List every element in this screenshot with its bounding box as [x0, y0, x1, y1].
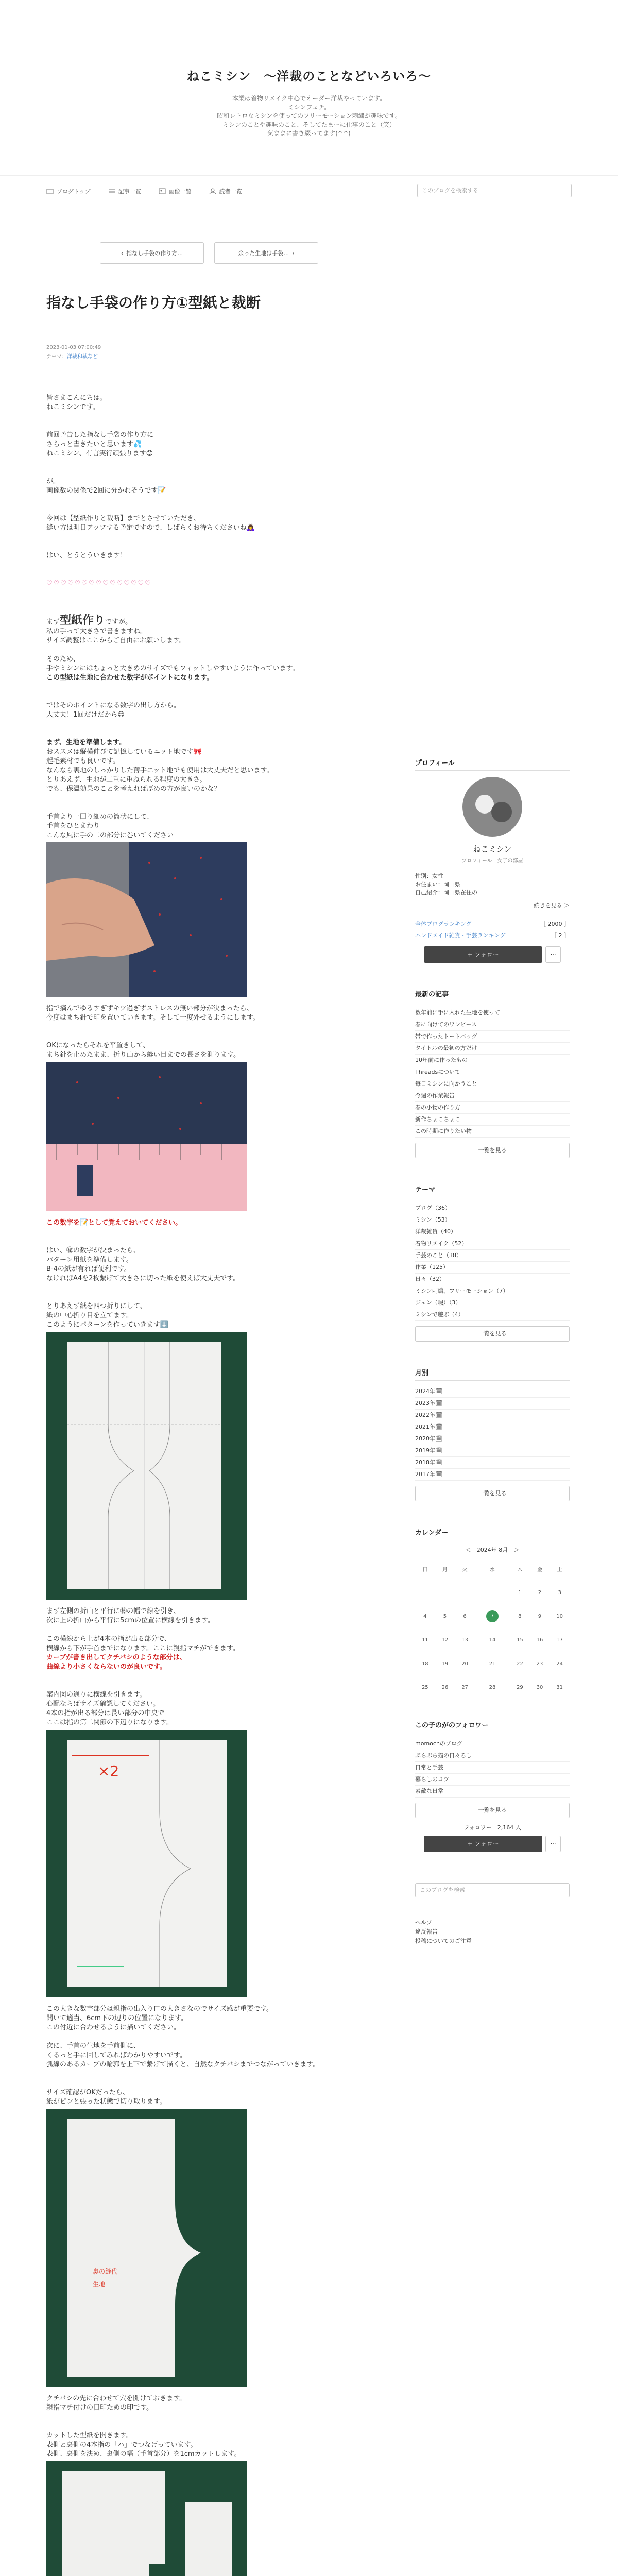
handmade-ranking-link[interactable]: ハンドメイド雑貨・手芸ランキング — [415, 932, 506, 939]
body-text: 心配ならばサイズ確認してください。 — [46, 1700, 160, 1708]
body-text: ねこミシン、有言実行頑張ります😊 — [46, 450, 153, 457]
followers-heading: この子のがのフォロワー — [415, 1720, 570, 1733]
recent-entries — [415, 989, 570, 1158]
body-text: 手やミシンにはちょっと大きめのサイズでもフィットしやすいように作っています。 — [46, 665, 299, 672]
calendar-day[interactable]: 2 — [538, 1589, 542, 1596]
calendar-day[interactable]: 11 — [421, 1637, 428, 1643]
entry-date: 2023-01-03 07:00:49 — [46, 345, 101, 350]
body-text: 紙の中心折り目を立てます。 — [46, 1312, 133, 1319]
body-text: クチバシの先に合わせて穴を開けておきます。 — [46, 2395, 186, 2402]
theme-item[interactable]: 着物リメイク（52） — [415, 1238, 570, 1250]
calendar-day[interactable]: 20 — [461, 1660, 468, 1667]
site-header — [0, 0, 618, 176]
recent-item[interactable]: 数年前に手に入れた生地を使って — [415, 1007, 570, 1019]
body-text: なんなら裏地のしっかりした薄手ニット地でも使用は大丈夫だと思います。 — [46, 767, 273, 774]
follower-item[interactable]: momochのブログ — [415, 1738, 570, 1750]
body-text: 今度はまち針で印を置いていきます。そして一度外せるようにします。 — [46, 1014, 260, 1022]
calendar-day[interactable]: 4 — [423, 1613, 427, 1619]
nav-images[interactable] — [159, 187, 192, 195]
weekday: 月 — [442, 1567, 448, 1573]
calendar-day[interactable]: 21 — [489, 1660, 496, 1667]
report-link[interactable]: 違反報告 — [415, 1928, 438, 1935]
cut-pattern-photo — [46, 2109, 247, 2387]
body-text: とりあえず、生地が二重に重ねられる程度の大きさ。 — [46, 776, 207, 784]
weekday: 水 — [489, 1567, 495, 1573]
archive-item[interactable]: 2017年🗓 — [415, 1469, 570, 1481]
follow-row — [415, 946, 570, 963]
calendar-day[interactable]: 14 — [489, 1637, 496, 1643]
archive-item[interactable]: 2021年🗓 — [415, 1421, 570, 1433]
follow-button[interactable]: + フォロー — [424, 1836, 542, 1852]
theme-items — [415, 1202, 570, 1321]
calendar-day[interactable]: 1 — [518, 1589, 522, 1596]
calendar-month[interactable]: ＜ 2024年 8月 ＞ — [465, 1547, 520, 1553]
profile-heading: プロフィール — [415, 757, 570, 771]
pattern-measure-photo — [46, 1730, 247, 1997]
home-icon — [46, 188, 54, 194]
profile-box — [415, 776, 570, 864]
body-text: サイズ確認がOKだったら、 — [46, 2089, 129, 2096]
recent-more-button[interactable]: 一覧を見る — [415, 1143, 570, 1158]
chevron-left-icon: ‹ — [121, 249, 124, 257]
body-text: まず — [46, 618, 60, 626]
heart-divider: ♡♡♡♡♡♡♡♡♡♡♡♡♡♡♡ — [46, 580, 152, 587]
calendar-day[interactable]: 8 — [518, 1613, 522, 1619]
calendar-day[interactable]: 30 — [536, 1684, 543, 1690]
follower-item[interactable]: 日常と手芸 — [415, 1762, 570, 1774]
body-text: このようにパターンを作っていきます⬇️ — [46, 1321, 168, 1329]
report-links — [415, 1918, 570, 1946]
site-desc-line: 昭和レトロなミシンを使ってのフリーモーション刺繍が趣味です。 — [217, 112, 401, 120]
body-text: ねこミシンです。 — [46, 403, 99, 411]
body-text: まず、生地を準備します。 — [46, 739, 126, 747]
body-text: 大丈夫！1回だけだから😊 — [46, 711, 125, 719]
theme-item[interactable]: ミシン（53） — [415, 1214, 570, 1226]
body-text: 私の手って大きさで書きますね。 — [46, 628, 147, 635]
theme-item[interactable]: 日々（32） — [415, 1274, 570, 1285]
archive-list — [415, 1367, 570, 1501]
ranking-value: ［ 2000 ］ — [540, 921, 570, 927]
calendar-day[interactable]: 28 — [489, 1684, 496, 1690]
calendar-day[interactable]: 27 — [461, 1684, 468, 1690]
body-text: まず左側の折山と平行に㊙の幅で線を引き、 — [46, 1607, 180, 1615]
profile-line: 性別：女性 — [415, 873, 443, 879]
body-text: 案内図の通りに横線を引きます。 — [46, 1691, 146, 1699]
theme-list — [415, 1184, 570, 1342]
body-text: 紙がピンと張った状態で切り取ります。 — [46, 2098, 166, 2106]
body-text: はい、㊙の数字が決まったら、 — [46, 1247, 141, 1255]
opened-pattern-photo — [46, 2461, 247, 2576]
photo-mark: ×2 — [98, 1762, 119, 1780]
body-text: そのため、 — [46, 655, 80, 663]
body-text: 次に、手首の生地を手前側に、 — [46, 2042, 141, 2050]
hand-fabric-photo — [46, 842, 247, 997]
body-text: こんな風に手の二の部分に巻いてください — [46, 832, 174, 839]
next-entry-label: 余った生地は手袋… — [238, 250, 289, 257]
weekday: 火 — [462, 1567, 468, 1573]
profile-name[interactable]: ねこミシン — [473, 844, 512, 854]
theme-link[interactable]: 洋裁和裁など — [67, 354, 98, 360]
calendar-day[interactable] — [475, 1604, 510, 1628]
site-desc-line: ミシンのことや趣味のこと、そしてたまーに仕事のこと（笑） — [222, 121, 396, 128]
body-text: ではそのポイントになる数字の出し方から。 — [46, 702, 181, 709]
calendar-day[interactable]: 29 — [516, 1684, 523, 1690]
theme-item[interactable]: ミシン刺繍、フリーモーション（7） — [415, 1285, 570, 1297]
calendar-day[interactable]: 19 — [441, 1660, 449, 1667]
calendar-day[interactable]: 18 — [421, 1660, 428, 1667]
body-text: おススメは縦横伸びて記憶しているニット地です🎀 — [46, 748, 202, 756]
nav-blog-top[interactable] — [46, 187, 91, 195]
body-text: くるっと手に回してみればわかりやすいです。 — [46, 2052, 186, 2059]
calendar-day[interactable]: 3 — [558, 1589, 561, 1596]
site-desc-line: ミシンフェチ。 — [287, 104, 331, 111]
entry-pager — [100, 242, 371, 264]
recent-item[interactable]: 春の小物の作り方 — [415, 1102, 570, 1114]
fabric-ruler-photo — [46, 1062, 247, 1211]
ranking-value: ［ 2 ］ — [551, 932, 570, 939]
recent-item[interactable]: Threadsについて — [415, 1066, 570, 1078]
weekday: 日 — [422, 1567, 428, 1573]
recent-item[interactable]: 10年前に作ったもの — [415, 1055, 570, 1066]
blog-search-input[interactable]: このブログを検索する — [417, 184, 572, 197]
followers-list — [415, 1738, 570, 1798]
calendar-heading: カレンダー — [415, 1527, 570, 1540]
sidebar — [415, 757, 570, 1946]
calendar-day[interactable]: 13 — [461, 1637, 468, 1643]
body-text: この数字を📝として覚えておいてください。 — [46, 1219, 182, 1227]
body-text: 次に上の折山から平行に5cmの位置に横線を引きます。 — [46, 1617, 215, 1624]
body-text: でも、保温効果のことを考えれば厚めの方が良いのかな？ — [46, 785, 221, 793]
recent-item[interactable]: 新作ちょこちょこ — [415, 1114, 570, 1126]
theme-item[interactable]: ジェン（暇）（3） — [415, 1297, 570, 1309]
next-entry-button[interactable] — [214, 242, 318, 264]
body-text: なければA4を2枚繋げて大きさに切った紙を使えば大丈夫です。 — [46, 1275, 240, 1282]
ranking-link[interactable]: 全体ブログランキング — [415, 921, 472, 927]
theme-item[interactable]: 洋裁雑貨（40） — [415, 1226, 570, 1238]
body-text: パターン用紙を準備します。 — [46, 1256, 133, 1264]
body-text — [46, 616, 371, 627]
nav-readers[interactable] — [209, 187, 242, 195]
body-text: カーブが書き出してクチバシのような部分は、 — [46, 1654, 186, 1662]
body-text: はい、とうとういきます！ — [46, 552, 127, 560]
body-text: 今回は【型紙作りと裁断】までとさせていただき、 — [46, 515, 200, 522]
body-text: 前回予告した指なし手袋の作り方に — [46, 431, 154, 439]
nav-label: 画像一覧 — [168, 188, 192, 195]
calendar-day[interactable]: 6 — [463, 1613, 467, 1619]
calendar-day[interactable]: 23 — [536, 1660, 543, 1667]
photo-mark: 生地 — [93, 2281, 106, 2288]
body-text: OKになったらそれを平置きして、 — [46, 1042, 150, 1049]
weekday: 金 — [537, 1567, 542, 1573]
archive-more-button[interactable]: 一覧を見る — [415, 1486, 570, 1501]
archive-item[interactable]: 2022年🗓 — [415, 1410, 570, 1421]
weekday: 木 — [517, 1567, 523, 1573]
site-desc-line: 本業は着物リメイク中心でオーダー洋裁やっています。 — [232, 95, 386, 102]
main-content — [46, 242, 371, 2576]
nav-label: 読者一覧 — [219, 188, 242, 195]
recent-heading: 最新の記事 — [415, 989, 570, 1002]
notice-link[interactable]: 投稿についてのご注意 — [415, 1938, 472, 1944]
followers-more-button[interactable]: 一覧を見る — [415, 1803, 570, 1818]
follow-button[interactable]: + フォロー — [424, 946, 542, 963]
theme-item[interactable]: 手芸のこと（38） — [415, 1250, 570, 1262]
list-icon — [108, 188, 115, 194]
archive-item[interactable]: 2023年🗓 — [415, 1398, 570, 1410]
recent-item[interactable]: タイトルの最初の方だけ — [415, 1043, 570, 1055]
prev-entry-button[interactable] — [100, 242, 204, 264]
theme-item[interactable]: 作業（125） — [415, 1262, 570, 1274]
site-desc-line: 気ままに書き綴ってます(^^) — [267, 130, 351, 137]
calendar-day[interactable]: 15 — [516, 1637, 523, 1643]
prev-entry-label: 指なし手袋の作り方… — [126, 250, 183, 257]
profile-line: 自己紹介：岡山県在住の — [415, 889, 477, 896]
ranking-row — [415, 931, 570, 939]
body-text: 横線から下が手首までになります。ここに親指マチができます。 — [46, 1645, 239, 1652]
people-icon — [209, 188, 216, 194]
body-text: 指で摘んでゆるすぎずキツ過ぎずストレスの無い部分が決まったら、 — [46, 1005, 253, 1012]
more-menu-icon[interactable]: ⋯ — [545, 946, 561, 963]
calendar-day[interactable] — [435, 1581, 455, 1604]
entry-title[interactable]: 指なし手袋の作り方①型紙と裁断 — [46, 294, 261, 311]
theme-heading: テーマ — [415, 1184, 570, 1197]
calendar-day[interactable]: 5 — [443, 1613, 447, 1619]
body-text: ここは指の第二関節の下辺りになります。 — [46, 1719, 173, 1726]
calendar-day[interactable]: 24 — [556, 1660, 563, 1667]
calendar-day[interactable]: 17 — [556, 1637, 563, 1643]
body-text: 親指マチ付けの目印ための印です。 — [46, 2404, 153, 2412]
ranking-row — [415, 920, 570, 928]
body-text: 画像数の関係で2回に分かれそうです📝 — [46, 487, 166, 495]
body-text: まち針を止めたまま、折り山から縫い目までの長さを測ります。 — [46, 1051, 240, 1059]
calendar-day[interactable] — [415, 1581, 435, 1604]
calendar-table — [415, 1557, 570, 1699]
body-text: ですが。 — [105, 618, 132, 626]
follower-item[interactable]: 暮らしのコツ — [415, 1774, 570, 1786]
body-text: 弧線のあるカーブの輪郭を上下で繋げて描くと、自然なクチバシまでつながっていきます。 — [46, 2061, 320, 2069]
calendar-day[interactable]: 9 — [538, 1613, 542, 1619]
calendar-day[interactable]: 12 — [441, 1637, 449, 1643]
theme-item[interactable]: ブログ（36） — [415, 1202, 570, 1214]
calendar-day[interactable]: 25 — [421, 1684, 428, 1690]
body-text: 曲線より小さくならないのが良いです。 — [46, 1663, 166, 1671]
body-text: この大きな数字部分は親指の出入り口の大きさなのでサイズ感が重要です。 — [46, 2005, 273, 2013]
profile-more-link[interactable]: 続きを見る ＞ — [534, 902, 570, 909]
profile-text — [415, 872, 570, 897]
body-text: 4本の指が出る部分は長い部分の中央で — [46, 1709, 165, 1717]
chevron-right-icon: › — [292, 249, 295, 257]
archive-item[interactable]: 2018年🗓 — [415, 1457, 570, 1469]
body-text: B-4の紙が有れば便利です。 — [46, 1265, 131, 1273]
pattern-paper-photo — [46, 1332, 247, 1600]
calendar-day[interactable]: 16 — [536, 1637, 543, 1643]
emphasis-text: 型紙作り — [60, 614, 106, 627]
calendar-day[interactable] — [475, 1581, 510, 1604]
body-text: 表側と裏側の4本指の「ハ」でつなげっています。 — [46, 2441, 197, 2449]
archive-item[interactable]: 2020年🗓 — [415, 1433, 570, 1445]
recent-list — [415, 1007, 570, 1138]
calendar-day[interactable]: 26 — [441, 1684, 449, 1690]
photo-mark: 裏の縫代 — [93, 2268, 118, 2275]
body-text: さらっと書きたいと思います💦 — [46, 440, 142, 448]
body-text: が。 — [46, 478, 60, 485]
recent-item[interactable]: 春に向けてのワンピース — [415, 1019, 570, 1031]
avatar[interactable] — [461, 776, 523, 838]
follower-item[interactable]: ぷらぷら猫の日々ろし — [415, 1750, 570, 1762]
archive-item[interactable]: 2024年🗓 — [415, 1386, 570, 1398]
theme-more-button[interactable]: 一覧を見る — [415, 1326, 570, 1342]
recent-item[interactable]: 今週の作業報告 — [415, 1090, 570, 1102]
recent-item[interactable]: 帯で作ったトートバッグ — [415, 1031, 570, 1043]
body-text: この型紙は生地に合わせた数字がポイントになります。 — [46, 674, 213, 682]
profile-sub: プロフィール 女子の部屋 — [461, 858, 523, 864]
body-text: カットした型紙を開きます。 — [46, 2432, 133, 2439]
calendar-day[interactable]: 31 — [556, 1684, 563, 1690]
calendar — [415, 1527, 570, 1699]
body-text: とりあえず紙を四つ折りにして、 — [46, 1302, 147, 1310]
site-title[interactable]: ねこミシン 〜洋裁のことなどいろいろ〜 — [186, 69, 432, 83]
follow-row — [415, 1836, 570, 1852]
body-text: 皆さまこんにちは。 — [46, 394, 107, 402]
archive-item[interactable]: 2019年🗓 — [415, 1445, 570, 1457]
entry-body — [46, 394, 371, 2576]
followers-box — [415, 1720, 570, 1852]
calendar-day[interactable] — [455, 1581, 475, 1604]
body-text: サイズ調整はここからご自由にお願いします。 — [46, 637, 186, 645]
global-nav — [0, 176, 618, 207]
body-text: 縫い方は明日アップする予定ですので、しばらくお待ちくださいね🙇‍♀️ — [46, 524, 255, 532]
follower-count: フォロワー 2,164 人 — [464, 1824, 521, 1831]
theme-prefix: テーマ： — [46, 354, 67, 360]
body-text: この横線から上が4本の指が出る部分で、 — [46, 1635, 171, 1643]
help-link[interactable]: ヘルプ — [415, 1919, 432, 1926]
image-icon — [159, 188, 166, 194]
body-text: 手首より一回り細めの筒状にして、 — [46, 813, 153, 821]
site-description — [0, 94, 618, 138]
recent-item[interactable]: 毎日ミシンに向かうこと — [415, 1078, 570, 1090]
nav-entries[interactable] — [108, 187, 141, 195]
calendar-day[interactable]: 10 — [556, 1613, 563, 1619]
more-menu-icon[interactable]: ⋯ — [545, 1836, 561, 1852]
archive-heading: 月別 — [415, 1367, 570, 1381]
recent-item[interactable]: この時期に作りたい物 — [415, 1126, 570, 1138]
theme-item[interactable]: ミシンで遊ぶ（4） — [415, 1309, 570, 1321]
archive-items — [415, 1386, 570, 1481]
follower-item[interactable]: 素敵な日常 — [415, 1786, 570, 1798]
calendar-day[interactable]: 22 — [516, 1660, 523, 1667]
nav-label: ブログトップ — [57, 188, 91, 195]
body-text: 開いて適当、6cm下の辺りの位置になります。 — [46, 2014, 188, 2022]
calendar-today[interactable]: 7 — [486, 1610, 499, 1622]
body-text: 手首をひとまわり — [46, 822, 100, 830]
profile-line: お住まい：岡山県 — [415, 881, 460, 888]
entry-theme — [46, 352, 371, 362]
body-text: 表側、裏側を決め、裏側の幅（手首部分）を1cmカットします。 — [46, 2450, 241, 2458]
sidebar-search-input[interactable]: このブログを検索 — [415, 1883, 570, 1897]
nav-label: 記事一覧 — [118, 188, 141, 195]
body-text: この付近に合わせるように描いてください。 — [46, 2024, 181, 2031]
body-text: 起毛素材でも良いです。 — [46, 757, 119, 765]
weekday: 土 — [557, 1567, 562, 1573]
